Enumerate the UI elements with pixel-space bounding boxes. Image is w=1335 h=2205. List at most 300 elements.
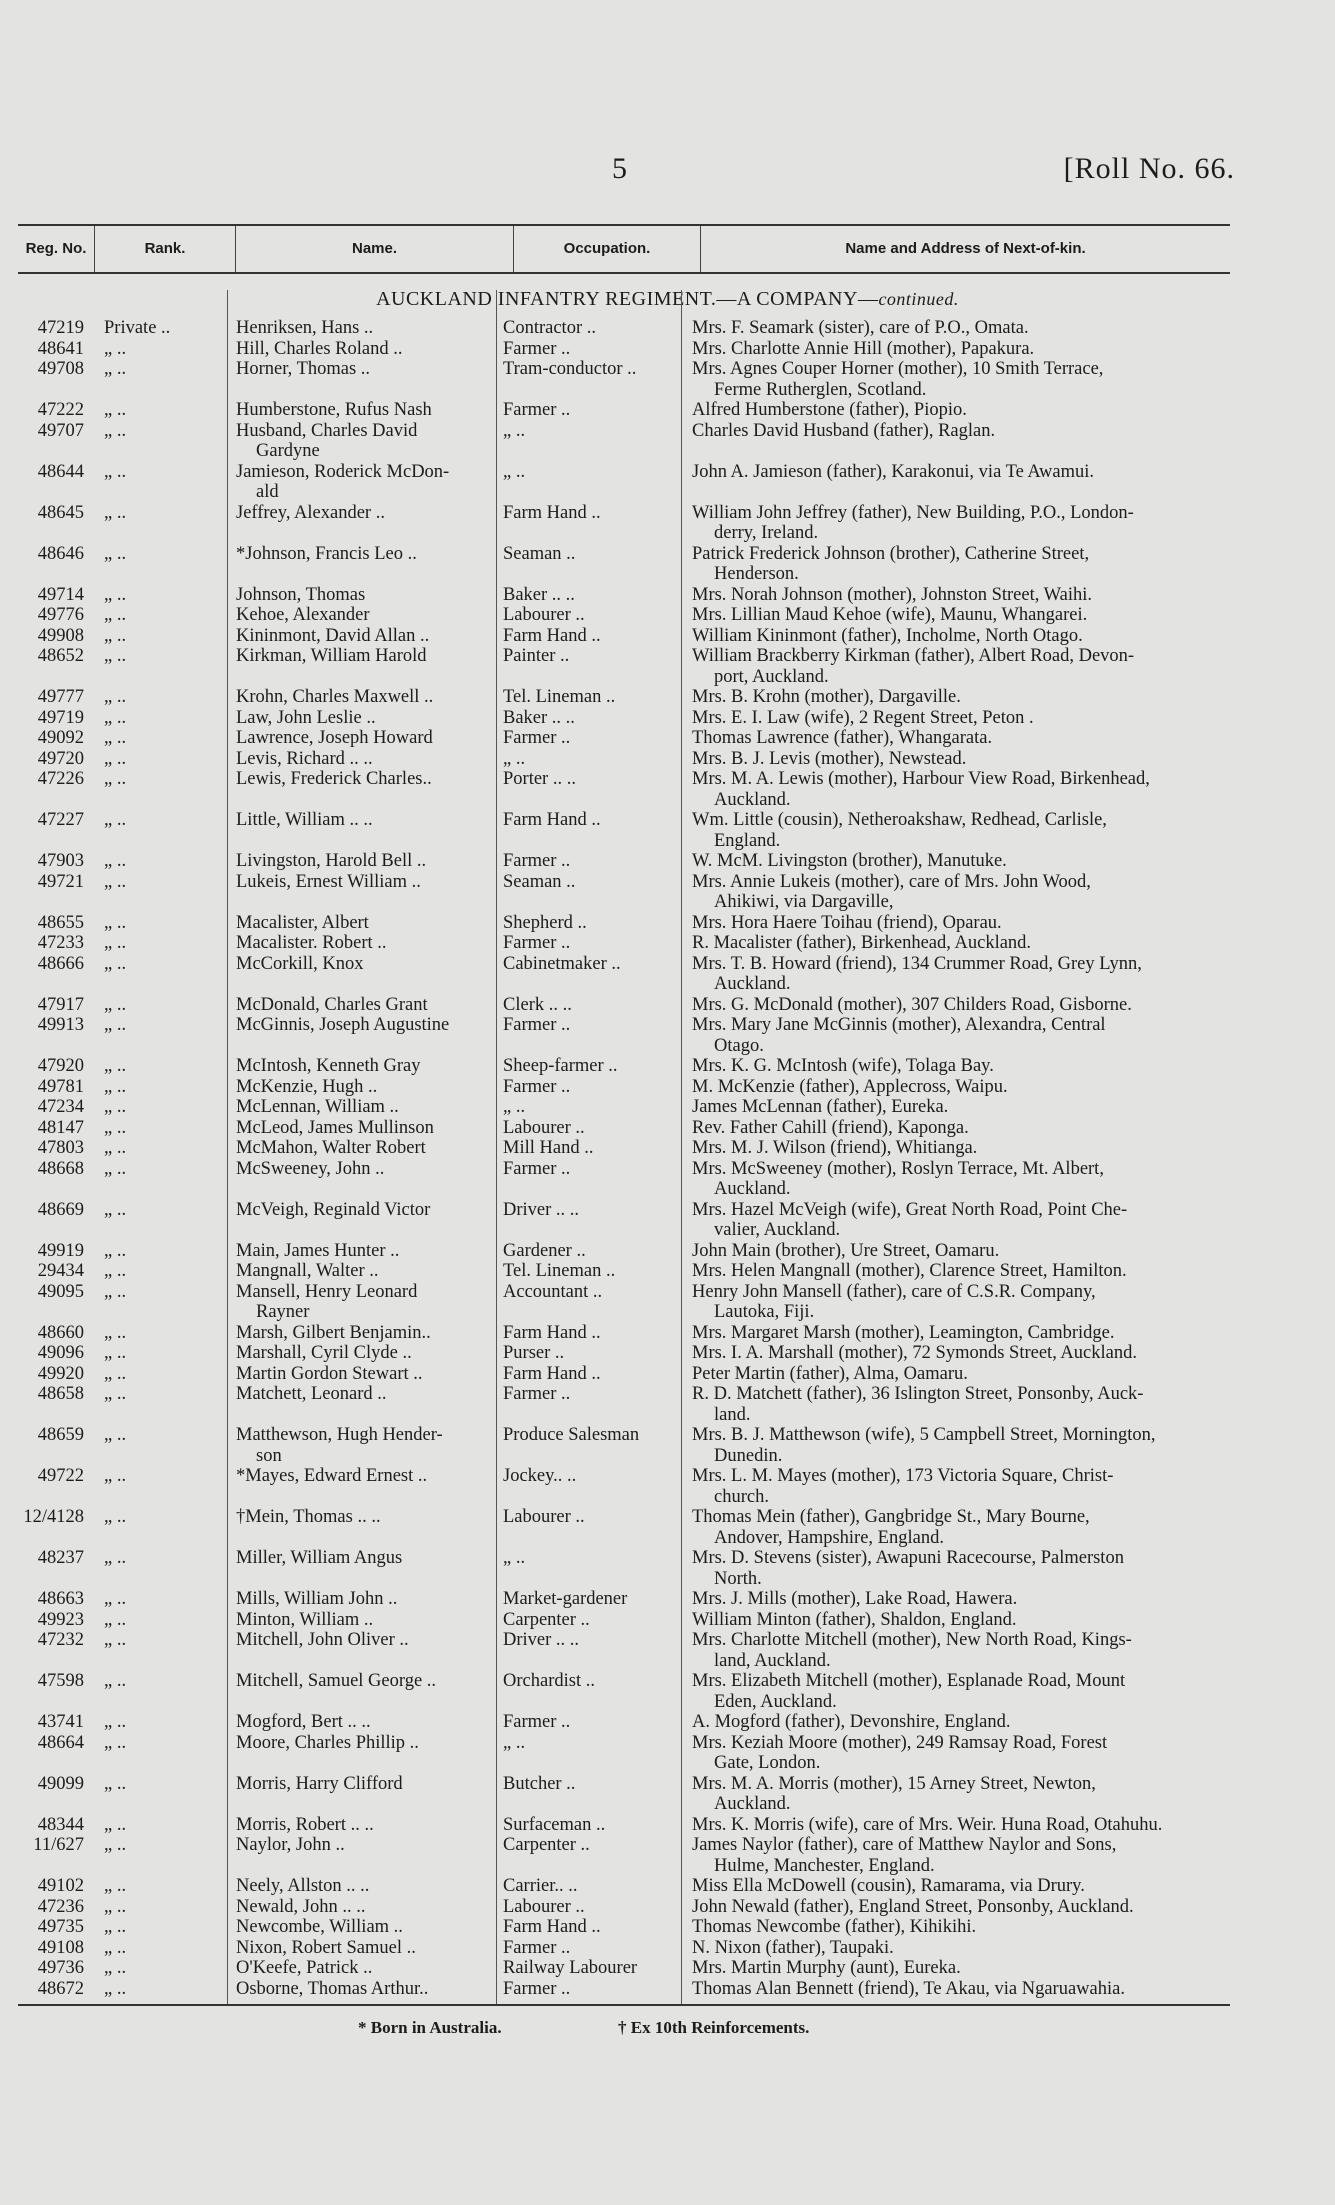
rank: „ ..	[104, 1056, 127, 1076]
table-row	[0, 359, 1335, 400]
reg-number: 48658	[37, 1384, 84, 1404]
rank: „ ..	[104, 1097, 127, 1117]
table-row	[0, 1261, 1335, 1282]
rank: „ ..	[104, 625, 127, 646]
table-row	[0, 421, 1335, 462]
table-row	[0, 769, 1335, 810]
occupation: Tram-conductor ..	[503, 359, 637, 379]
next-of-kin-line: William Minton (father), Shaldon, England.	[692, 1609, 1017, 1630]
next-of-kin-line: Mrs. Keziah Moore (mother), 249 Ramsay Road, Forest	[692, 1732, 1108, 1753]
table-row	[0, 749, 1335, 770]
next-of-kin-line: John Newald (father), England Street, Ponsonby, Auckland.	[692, 1896, 1134, 1917]
occupation: Farmer ..	[503, 1015, 571, 1035]
reg-number: 49920	[37, 1363, 84, 1384]
next-of-kin	[692, 1261, 1236, 1282]
rank: „ ..	[104, 1630, 127, 1650]
rank: „ ..	[104, 1425, 127, 1445]
table-row	[0, 1138, 1335, 1159]
reg-number: 48659	[37, 1425, 84, 1445]
bottom-rule	[18, 2004, 1230, 2006]
next-of-kin	[692, 1733, 1236, 1774]
table-row	[0, 626, 1335, 647]
table-row	[0, 1200, 1335, 1241]
next-of-kin	[692, 769, 1236, 810]
reg-number: 49908	[37, 625, 84, 646]
next-of-kin-line: Mrs. M. J. Wilson (friend), Whitianga.	[692, 1138, 978, 1158]
page-number: 5	[612, 152, 627, 185]
soldier-name-line: McMahon, Walter Robert	[236, 1138, 426, 1158]
next-of-kin-line: Mrs. Annie Lukeis (mother), care of Mrs. John Wood,	[692, 871, 1091, 892]
next-of-kin	[692, 1958, 1236, 1979]
rank: „ ..	[104, 1671, 127, 1691]
rank: „ ..	[104, 338, 127, 359]
occupation: Butcher ..	[503, 1773, 576, 1794]
soldier-name	[236, 1712, 498, 1733]
soldier-name-line: Jeffrey, Alexander ..	[236, 502, 385, 523]
next-of-kin	[692, 1589, 1236, 1610]
reg-number: 49736	[37, 1958, 84, 1978]
soldier-name	[236, 1835, 498, 1856]
soldier-name-line: Marshall, Cyril Clyde ..	[236, 1343, 412, 1363]
next-of-kin-line: Thomas Lawrence (father), Whangarata.	[692, 728, 993, 748]
next-of-kin-line: James McLennan (father), Eureka.	[692, 1097, 949, 1117]
occupation: Seaman ..	[503, 543, 576, 564]
occupation: Cabinetmaker ..	[503, 953, 621, 974]
soldier-name	[236, 1138, 498, 1159]
occupation: Labourer ..	[503, 1117, 585, 1138]
reg-number: 49735	[37, 1917, 84, 1937]
next-of-kin-line: Mrs. I. A. Marshall (mother), 72 Symonds Street, Auckland.	[692, 1343, 1137, 1363]
next-of-kin	[692, 1979, 1236, 2000]
rank: „ ..	[104, 707, 127, 728]
occupation: Farm Hand ..	[503, 1917, 601, 1937]
soldier-name-line: McDonald, Charles Grant	[236, 994, 428, 1015]
table-row	[0, 1876, 1335, 1897]
soldier-name-line: Moore, Charles Phillip ..	[236, 1732, 419, 1753]
rank: „ ..	[104, 1917, 127, 1937]
reg-number: 49096	[37, 1343, 84, 1363]
table-row	[0, 1241, 1335, 1262]
rank: „ ..	[104, 461, 127, 482]
next-of-kin-line: Mrs. Norah Johnson (mother), Johnston Street, Waihi.	[692, 584, 1092, 605]
next-of-kin-line: W. McM. Livingston (brother), Manutuke.	[692, 851, 1007, 871]
soldier-name	[236, 1671, 498, 1692]
reg-number: 49719	[37, 707, 84, 728]
rank: „ ..	[104, 994, 127, 1015]
rank: „ ..	[104, 605, 127, 625]
col-header-next-of-kin: Name and Address of Next-of-kin.	[845, 240, 1086, 257]
roll-table-body	[0, 318, 1335, 1999]
soldier-name	[236, 769, 498, 790]
next-of-kin	[692, 503, 1236, 544]
next-of-kin-line: Auckland.	[714, 789, 791, 810]
soldier-name	[236, 1056, 498, 1077]
rank: „ ..	[104, 810, 127, 830]
table-row	[0, 913, 1335, 934]
reg-number: 48669	[37, 1199, 84, 1220]
next-of-kin-line: Mrs. L. M. Mayes (mother), 173 Victoria Square, Christ-	[692, 1466, 1114, 1486]
occupation: „ ..	[503, 748, 526, 769]
table-row	[0, 1323, 1335, 1344]
next-of-kin-line: Mrs. Lillian Maud Kehoe (wife), Maunu, Whangarei.	[692, 605, 1088, 625]
soldier-name	[236, 646, 498, 667]
soldier-name	[236, 1876, 498, 1897]
reg-number: 47232	[37, 1630, 84, 1650]
soldier-name-line: McLennan, William ..	[236, 1097, 399, 1117]
next-of-kin-line: Lautoka, Fiji.	[714, 1302, 815, 1322]
occupation: Orchardist ..	[503, 1671, 595, 1691]
table-row	[0, 1815, 1335, 1836]
reg-number: 48646	[37, 543, 84, 564]
reg-number: 48664	[37, 1732, 84, 1753]
occupation: Contractor ..	[503, 318, 596, 338]
table-row	[0, 1610, 1335, 1631]
reg-number: 48668	[37, 1158, 84, 1179]
reg-number: 49708	[37, 359, 84, 379]
next-of-kin	[692, 1015, 1236, 1056]
reg-number: 49721	[37, 871, 84, 892]
reg-number: 49099	[37, 1773, 84, 1794]
next-of-kin-line: John Main (brother), Ure Street, Oamaru.	[692, 1240, 1000, 1261]
table-row	[0, 462, 1335, 503]
rank: „ ..	[104, 1814, 127, 1835]
rank: „ ..	[104, 1384, 127, 1404]
footnote-ex-reinforcements: † Ex 10th Reinforcements.	[618, 2018, 810, 2037]
table-row	[0, 1282, 1335, 1323]
rank: „ ..	[104, 1835, 127, 1855]
occupation: Labourer ..	[503, 1896, 585, 1917]
soldier-name	[236, 933, 498, 954]
rank: „ ..	[104, 1117, 127, 1138]
next-of-kin-line: Ahikiwi, via Dargaville,	[714, 892, 894, 912]
rank: „ ..	[104, 1712, 127, 1732]
reg-number: 49108	[37, 1937, 84, 1958]
next-of-kin	[692, 1671, 1236, 1712]
table-row	[0, 728, 1335, 749]
reg-number: 49777	[37, 687, 84, 707]
rank: „ ..	[104, 420, 127, 441]
rank: „ ..	[104, 1138, 127, 1158]
next-of-kin-line: Mrs. M. A. Lewis (mother), Harbour View Road, Birkenhead,	[692, 769, 1150, 789]
rank: „ ..	[104, 953, 127, 974]
reg-number: 47598	[37, 1671, 84, 1691]
next-of-kin-line: Mrs. B. Krohn (mother), Dargaville.	[692, 687, 961, 707]
next-of-kin-line: Thomas Mein (father), Gangbridge St., Mary Bourne,	[692, 1507, 1090, 1527]
next-of-kin-line: Mrs. K. Morris (wife), care of Mrs. Weir. Huna Road, Otahuhu.	[692, 1814, 1163, 1835]
soldier-name	[236, 1938, 498, 1959]
soldier-name-line: Macalister, Albert	[236, 912, 369, 933]
next-of-kin	[692, 1241, 1236, 1262]
reg-number: 48147	[37, 1117, 84, 1138]
reg-number: 48672	[37, 1978, 84, 1999]
reg-number: 49092	[37, 728, 84, 748]
next-of-kin	[692, 1097, 1236, 1118]
reg-number: 11/627	[33, 1835, 84, 1855]
table-row	[0, 339, 1335, 360]
next-of-kin	[692, 1876, 1236, 1897]
next-of-kin	[692, 626, 1236, 647]
occupation: Market-gardener	[503, 1589, 628, 1609]
table-row	[0, 1097, 1335, 1118]
reg-number: 47234	[37, 1097, 84, 1117]
soldier-name-line: Morris, Harry Clifford	[236, 1773, 403, 1794]
next-of-kin	[692, 400, 1236, 421]
soldier-name-line: ald	[256, 482, 279, 502]
next-of-kin-line: Otago.	[714, 1035, 764, 1056]
soldier-name-line: Mitchell, John Oliver ..	[236, 1630, 409, 1650]
occupation: Railway Labourer	[503, 1958, 638, 1978]
rank: „ ..	[104, 1589, 127, 1609]
next-of-kin-line: Henderson.	[714, 564, 799, 584]
soldier-name	[236, 1282, 498, 1323]
soldier-name-line: Kehoe, Alexander	[236, 605, 370, 625]
soldier-name-line: Krohn, Charles Maxwell ..	[236, 687, 434, 707]
soldier-name-line: McIntosh, Kenneth Gray	[236, 1056, 421, 1076]
occupation: Farmer ..	[503, 1937, 571, 1958]
next-of-kin-line: Wm. Little (cousin), Netheroakshaw, Redhead, Carlisle,	[692, 810, 1107, 830]
rank: „ ..	[104, 1958, 127, 1978]
next-of-kin-line: A. Mogford (father), Devonshire, England.	[692, 1712, 1011, 1732]
soldier-name	[236, 1159, 498, 1180]
soldier-name-line: Jamieson, Roderick McDon-	[236, 461, 450, 482]
next-of-kin	[692, 851, 1236, 872]
soldier-name-line: Levis, Richard .. ..	[236, 748, 373, 769]
soldier-name	[236, 1323, 498, 1344]
soldier-name-line: McLeod, James Mullinson	[236, 1117, 434, 1138]
reg-number: 47233	[37, 933, 84, 953]
reg-number: 48652	[37, 646, 84, 666]
occupation: Driver .. ..	[503, 1199, 580, 1220]
occupation: Labourer ..	[503, 1507, 585, 1527]
next-of-kin	[692, 1610, 1236, 1631]
reg-number: 49781	[37, 1076, 84, 1097]
occupation: Purser ..	[503, 1343, 565, 1363]
soldier-name-line: Rayner	[256, 1302, 310, 1322]
table-row	[0, 1938, 1335, 1959]
next-of-kin	[692, 687, 1236, 708]
section-title-suffix: continued.	[878, 289, 959, 309]
next-of-kin	[692, 1630, 1236, 1671]
soldier-name-line: Livingston, Harold Bell ..	[236, 851, 427, 871]
table-row	[0, 1384, 1335, 1425]
next-of-kin-line: Mrs. T. B. Howard (friend), 134 Crummer Road, Grey Lynn,	[692, 953, 1142, 974]
soldier-name-line: Martin Gordon Stewart ..	[236, 1363, 423, 1384]
soldier-name-line: Lukeis, Ernest William ..	[236, 871, 421, 892]
reg-number: 48655	[37, 912, 84, 933]
soldier-name	[236, 1630, 498, 1651]
next-of-kin	[692, 1466, 1236, 1507]
rank: „ ..	[104, 543, 127, 564]
rank: „ ..	[104, 400, 127, 420]
next-of-kin-line: Mrs. F. Seamark (sister), care of P.O., Omata.	[692, 318, 1029, 338]
rank: „ ..	[104, 1466, 127, 1486]
occupation: Labourer ..	[503, 605, 585, 625]
table-row	[0, 1364, 1335, 1385]
rank: „ ..	[104, 912, 127, 933]
next-of-kin-line: Andover, Hampshire, England.	[714, 1527, 944, 1548]
soldier-name-line: Newcombe, William ..	[236, 1917, 403, 1937]
table-row	[0, 851, 1335, 872]
next-of-kin	[692, 339, 1236, 360]
occupation: Farmer ..	[503, 1712, 571, 1732]
next-of-kin	[692, 359, 1236, 400]
next-of-kin-line: James Naylor (father), care of Matthew Naylor and Sons,	[692, 1835, 1117, 1855]
table-row	[0, 1425, 1335, 1466]
soldier-name	[236, 1733, 498, 1754]
soldier-name-line: Mills, William John ..	[236, 1589, 398, 1609]
reg-number: 49720	[37, 748, 84, 769]
soldier-name-line: Hill, Charles Roland ..	[236, 338, 403, 359]
next-of-kin	[692, 1282, 1236, 1323]
reg-number: 49923	[37, 1609, 84, 1630]
soldier-name-line: Morris, Robert .. ..	[236, 1814, 374, 1835]
next-of-kin-line: Mrs. Margaret Marsh (mother), Leamington, Cambridge.	[692, 1322, 1115, 1343]
soldier-name-line: Miller, William Angus	[236, 1548, 403, 1568]
table-row	[0, 1118, 1335, 1139]
table-row	[0, 1897, 1335, 1918]
reg-number: 47917	[37, 994, 84, 1015]
table-row	[0, 1712, 1335, 1733]
next-of-kin-line: Mrs. Hora Haere Toihau (friend), Oparau.	[692, 912, 1002, 933]
reg-number: 49707	[37, 420, 84, 441]
next-of-kin-line: John A. Jamieson (father), Karakonui, via Te Awamui.	[692, 461, 1095, 482]
next-of-kin	[692, 913, 1236, 934]
soldier-name-line: *Mayes, Edward Ernest ..	[236, 1466, 428, 1486]
soldier-name	[236, 421, 498, 462]
table-row	[0, 687, 1335, 708]
next-of-kin-line: land, Auckland.	[714, 1650, 831, 1671]
reg-number: 48666	[37, 953, 84, 974]
soldier-name	[236, 1200, 498, 1221]
soldier-name	[236, 1466, 498, 1487]
table-row	[0, 810, 1335, 851]
table-row	[0, 1077, 1335, 1098]
next-of-kin-line: Thomas Newcombe (father), Kihikihi.	[692, 1917, 977, 1937]
table-row	[0, 1507, 1335, 1548]
soldier-name-line: Newald, John .. ..	[236, 1896, 366, 1917]
section-title	[0, 288, 1335, 311]
next-of-kin	[692, 1548, 1236, 1589]
rank: „ ..	[104, 1978, 127, 1999]
next-of-kin-line: Hulme, Manchester, England.	[714, 1855, 935, 1876]
soldier-name	[236, 1815, 498, 1836]
soldier-name	[236, 728, 498, 749]
next-of-kin	[692, 810, 1236, 851]
table-row	[0, 1548, 1335, 1589]
next-of-kin	[692, 1938, 1236, 1959]
next-of-kin	[692, 1917, 1236, 1938]
soldier-name	[236, 1507, 498, 1528]
soldier-name	[236, 1917, 498, 1938]
next-of-kin-line: Mrs. Charlotte Mitchell (mother), New North Road, Kings-	[692, 1630, 1132, 1650]
occupation: Farm Hand ..	[503, 810, 601, 830]
soldier-name-line: O'Keefe, Patrick ..	[236, 1958, 373, 1978]
occupation: Carpenter ..	[503, 1609, 590, 1630]
soldier-name	[236, 1118, 498, 1139]
next-of-kin-line: Mrs. J. Mills (mother), Lake Road, Hawera.	[692, 1589, 1018, 1609]
next-of-kin-line: Mrs. M. A. Morris (mother), 15 Arney Street, Newton,	[692, 1773, 1096, 1794]
soldier-name-line: Minton, William ..	[236, 1609, 374, 1630]
footnote-born-australia: * Born in Australia.	[358, 2018, 502, 2037]
next-of-kin-line: land.	[714, 1404, 751, 1425]
soldier-name	[236, 749, 498, 770]
soldier-name	[236, 1958, 498, 1979]
next-of-kin	[692, 1138, 1236, 1159]
rank: „ ..	[104, 728, 127, 748]
table-row	[0, 954, 1335, 995]
rank: „ ..	[104, 1322, 127, 1343]
soldier-name-line: McCorkill, Knox	[236, 953, 364, 974]
soldier-name	[236, 544, 498, 565]
table-row	[0, 318, 1335, 339]
soldier-name	[236, 872, 498, 893]
rank: „ ..	[104, 1507, 127, 1527]
occupation: Farmer ..	[503, 1384, 571, 1404]
soldier-name-line: Lawrence, Joseph Howard	[236, 728, 433, 748]
table-row	[0, 1671, 1335, 1712]
soldier-name	[236, 1343, 498, 1364]
reg-number: 48663	[37, 1589, 84, 1609]
soldier-name	[236, 318, 498, 339]
next-of-kin-line: Mrs. B. J. Levis (mother), Newstead.	[692, 748, 967, 769]
next-of-kin-line: William Brackberry Kirkman (father), Albert Road, Devon-	[692, 646, 1135, 666]
soldier-name-line: Gardyne	[256, 441, 320, 461]
next-of-kin	[692, 1077, 1236, 1098]
reg-number: 49714	[37, 584, 84, 605]
soldier-name	[236, 1897, 498, 1918]
soldier-name	[236, 1384, 498, 1405]
soldier-name-line: Little, William .. ..	[236, 810, 373, 830]
next-of-kin	[692, 646, 1236, 687]
rank: „ ..	[104, 1548, 127, 1568]
occupation: Farmer ..	[503, 1076, 571, 1097]
next-of-kin	[692, 1118, 1236, 1139]
soldier-name	[236, 913, 498, 934]
next-of-kin	[692, 585, 1236, 606]
soldier-name	[236, 462, 498, 503]
soldier-name-line: Mogford, Bert .. ..	[236, 1712, 371, 1732]
next-of-kin-line: R. Macalister (father), Birkenhead, Auckland.	[692, 933, 1032, 953]
next-of-kin-line: derry, Ireland.	[714, 523, 819, 543]
reg-number: 47803	[37, 1138, 84, 1158]
table-row	[0, 605, 1335, 626]
rank: „ ..	[104, 502, 127, 523]
soldier-name-line: Kirkman, William Harold	[236, 646, 427, 666]
soldier-name	[236, 1364, 498, 1385]
reg-number: 47219	[37, 318, 84, 338]
next-of-kin-line: Mrs. D. Stevens (sister), Awapuni Racecourse, Palmerston	[692, 1548, 1124, 1568]
soldier-name	[236, 1241, 498, 1262]
next-of-kin	[692, 605, 1236, 626]
next-of-kin	[692, 954, 1236, 995]
soldier-name	[236, 605, 498, 626]
occupation: Farmer ..	[503, 1978, 571, 1999]
next-of-kin-line: North.	[714, 1568, 762, 1589]
soldier-name-line: *Johnson, Francis Leo ..	[236, 543, 417, 564]
next-of-kin	[692, 1323, 1236, 1344]
table-row	[0, 1835, 1335, 1876]
next-of-kin	[692, 462, 1236, 483]
next-of-kin	[692, 1712, 1236, 1733]
soldier-name	[236, 995, 498, 1016]
occupation: Mill Hand ..	[503, 1138, 594, 1158]
soldier-name	[236, 687, 498, 708]
table-row	[0, 1630, 1335, 1671]
soldier-name	[236, 851, 498, 872]
soldier-name	[236, 585, 498, 606]
next-of-kin-line: port, Auckland.	[714, 666, 829, 687]
next-of-kin-line: Mrs. Agnes Couper Horner (mother), 10 Smith Terrace,	[692, 359, 1104, 379]
